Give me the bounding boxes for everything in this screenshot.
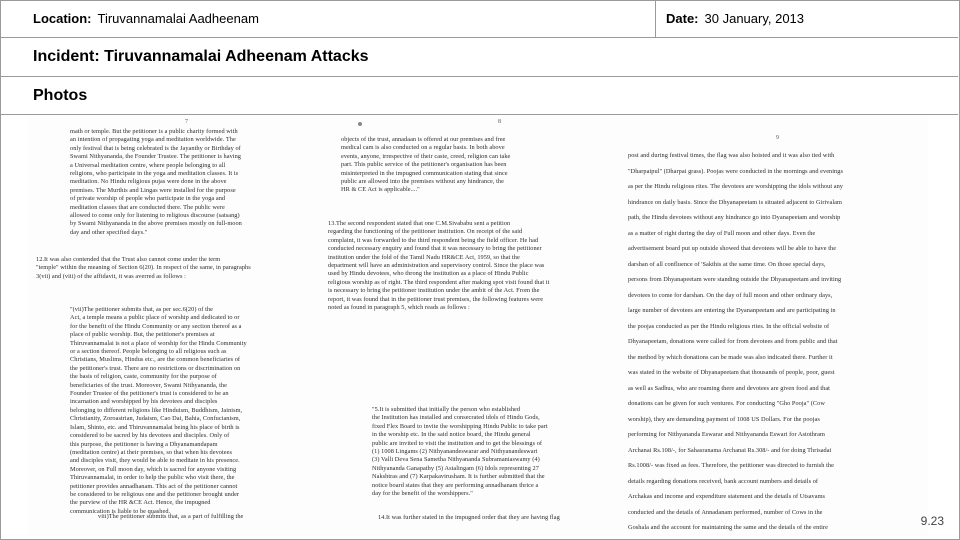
scan-page-7 bbox=[28, 116, 328, 536]
photos-row bbox=[0, 77, 958, 115]
location-label: Location: bbox=[33, 11, 92, 26]
page-text-block: "(vii)The petitioner submits that, as per sec.6(20) of the Act, a temple means a public place of worship and dedicated to or for the benefit of the Hindu Community or any section thereof as a place of public worship. But, the petitioner's premises at Thiruvannamalai is not a place of worship for the Hindu Community or a section thereof. People belonging to all religious such as Christians, Muslims, Hindus etc., are the common beneficiaries of the petitioner's trust. There are no restrictions or discrimination on the basis of religion, caste, community for the purpose of beneficiaries of the trust. Moreover, Swami Nithyananda, the Founder Trustee of the petitioner's trust is considered to be an incarnation and worshipped by his devotees and disciples belonging to different religions like Hinduism, Buddhism, Jainism, Christianity, Zoroastrian, Judaism, Cao Dai, Bahia, Confucianism, Islam, Shinto, etc. and Thiruvannamalai being his place of birth is considered to be sacred by his devotees and disciples. Only of this purpose, the petitioner is having a Dhyanamandapam (meditation centre) at their premises, so that when his devotees and disciples visit, they would be able to meditate in his presence. Moreover, on Full moon day, which is sacred for anyone visiting Thiruvannamalai, in order to help the public who visit there, the petitioner provides annadhanam. This act of the petitioner cannot be considered to be religious one and the petitioner brought under the purview of the HR &CE Act. Hence, the impugned communication is liable to be quashed. bbox=[70, 306, 247, 515]
page-text-block: viii)The petitioner submits that, as a part of fulfilling the bbox=[98, 513, 244, 520]
date-value: 30 January, 2013 bbox=[704, 11, 805, 26]
location-value: Tiruvannamalai Aadheenam bbox=[97, 11, 259, 26]
page-text-block: 14.It was further stated in the impugned order that they are having flag bbox=[378, 514, 560, 521]
scan-page-9 bbox=[628, 116, 928, 536]
page-text-block: math or temple. But the petitioner is a public charity formed with an intention of propagating yoga and meditation worldwide. The only festival that is being celebrated is the Jayanthy or Birthday of Swami Nithyananda, the Founder Trustee. The petitioner is having a Universal meditation centre, where people belonging to all religions, who participate in the yoga and meditation classes. It is meditation. No Hindu religious pujas were done in the above premises. The Murthis and Lingas were installed for the purpose of private worship of people who participate in the yoga and meditation classes that are conducted there. The public were allowed to come only for listening to religious discourse (satsang) by Swami Nithyananda in the above premises mostly on full-moon day and other specified days." bbox=[70, 128, 242, 236]
date-label: Date: bbox=[666, 11, 699, 26]
page-text-block: post and during festival times, the flag was also hoisted and it was also tied with "Dharpaipul" (Dharpai grass). Poojas were conducted in the mornings and evenings as per the Hindu religious rites. The devotees are worshipping the idols without any hindrance on daily basis. Since the Dhyanapeetam is situated adjacent to Girivalam path, the Hindu devotees without any hindrance go into Dyanapeetam and worship as a matter of right during the day of Full moon and other days. Even the advertisement board put up outside showed that devotees will be able to have the darshan of all confluence of 'Sakthis at the same time. On those special days, persons from Dhyanapeetam were standing outside the Dhyanapeetam and inviting devotees to come for darshan. On the day of full moon and other ordinary days, large number of devotees are entering the Dyananpeetam and are participating in the poojas conducted as per the Hindu religious rites. In the official website of Dhyanapeetam, donations were called for from devotees and from public and that the method by which donations can be made was also indicated there. Further it was stated in the website of Dhyanapeetam that thousands of people, poor, guest as well as Sadhus, who are roaming there and devotees are given food and that donations can be given for such ventures. For conducting "Gho Pooja" (Cow worship), they are demanding payment of 1008 US Dollars. For the poojas performing for Nithyananda Eswarar and Nithyananda Eswari for Astothram Archanai Rs.108/-, for Sahasranama Archanai Rs.308/- and for doing Thrisadai Rs.1008/- was fixed as fees. Therefore, the petitioner was directed to furnish the details regarding donations received, bank account numbers and details of Archakas and income and expenditure statement and the details of Utsavams conducted and the details of Annadanam performed, number of Cows in the Goshala and the account for maintaining the same and the details of the entire bbox=[628, 152, 843, 531]
photos-label: Photos bbox=[33, 87, 88, 104]
scan-speck bbox=[358, 122, 362, 126]
page-text-block: "5.It is submitted that initially the person who established the Institution has installed and consecrated idols of Hindu Gods, fixed Flex Board to invite the worshipping Hindu Public to take part in the worship etc. In the said notice board, the Hindu general public are invited to visit the institution and to get the blessings of (1) 1008 Lingams (2) Nithyanandeswarar and Nithyanandeswari (3) Valli Deva Sena Sametha Nithyananda Subramaniaswamy (4) Nithyananda Ganapathy (5) Astalingam (6) Idols representing 27 Nakshtras and (7) Karpakavirusham. It is further submitted that the notice board states that they are performing annadhanam thrice a day for the benefit of the worshippers." bbox=[372, 406, 548, 498]
scan-page-8 bbox=[328, 116, 628, 536]
page-text-block: 13.The second respondent stated that one C.M.Sivababu sent a petition regarding the functioning of the petitioner institution. On receipt of the said complaint, it was forwarded to the third respondent being the field officer. He had conducted necessary enquiry and found that it was necessary to bring the petitioner institution under the fold of the Tamil Nadu HR&CE Act, 1959, so that the department will have an administration and supervisory control. Since the place was used by Hindu devotees, who throng the institution as a place of Hindu Public religious worship as of right. The third respondent after making spot visit found that it is necessary to bring the petitioner institution under the ambit of the Act. From the report, it was found that in the petitioner trust premises, the following features were noted as found in paragraph 5, which reads as follows : bbox=[328, 220, 550, 312]
incident-title: Tiruvannamalai Adheenam Attacks bbox=[104, 48, 369, 65]
slide-number: 9.23 bbox=[920, 514, 944, 528]
page-number: 7 bbox=[185, 119, 188, 125]
header-row bbox=[0, 0, 958, 38]
location-cell bbox=[0, 0, 656, 37]
date-cell bbox=[657, 0, 958, 37]
scanned-document-photo bbox=[28, 116, 928, 536]
page-number: 8 bbox=[498, 119, 501, 125]
incident-row bbox=[0, 38, 958, 77]
incident-label: Incident: bbox=[33, 48, 100, 65]
page-text-block: objects of the trust, annadaan is offered at our premises and free medical cam is also conducted on a regular basis. In both above events, anyone, irrespective of their caste, creed, religion can take part. This public service of the petitioner's organisation has been misinterpreted in the impugned communication stating that since public are allowed into the premises without any hindrance, the HR & CE Act is applicable...." bbox=[341, 136, 511, 194]
page-text-block: 12.It was also contended that the Trust also cannot come under the term "temple" within the meaning of Section 6(20). In respect of the same, in paragraphs 3(vii) and (viii) of the affidavit, it was averred as follows : bbox=[36, 256, 251, 280]
page-number: 9 bbox=[776, 135, 779, 141]
